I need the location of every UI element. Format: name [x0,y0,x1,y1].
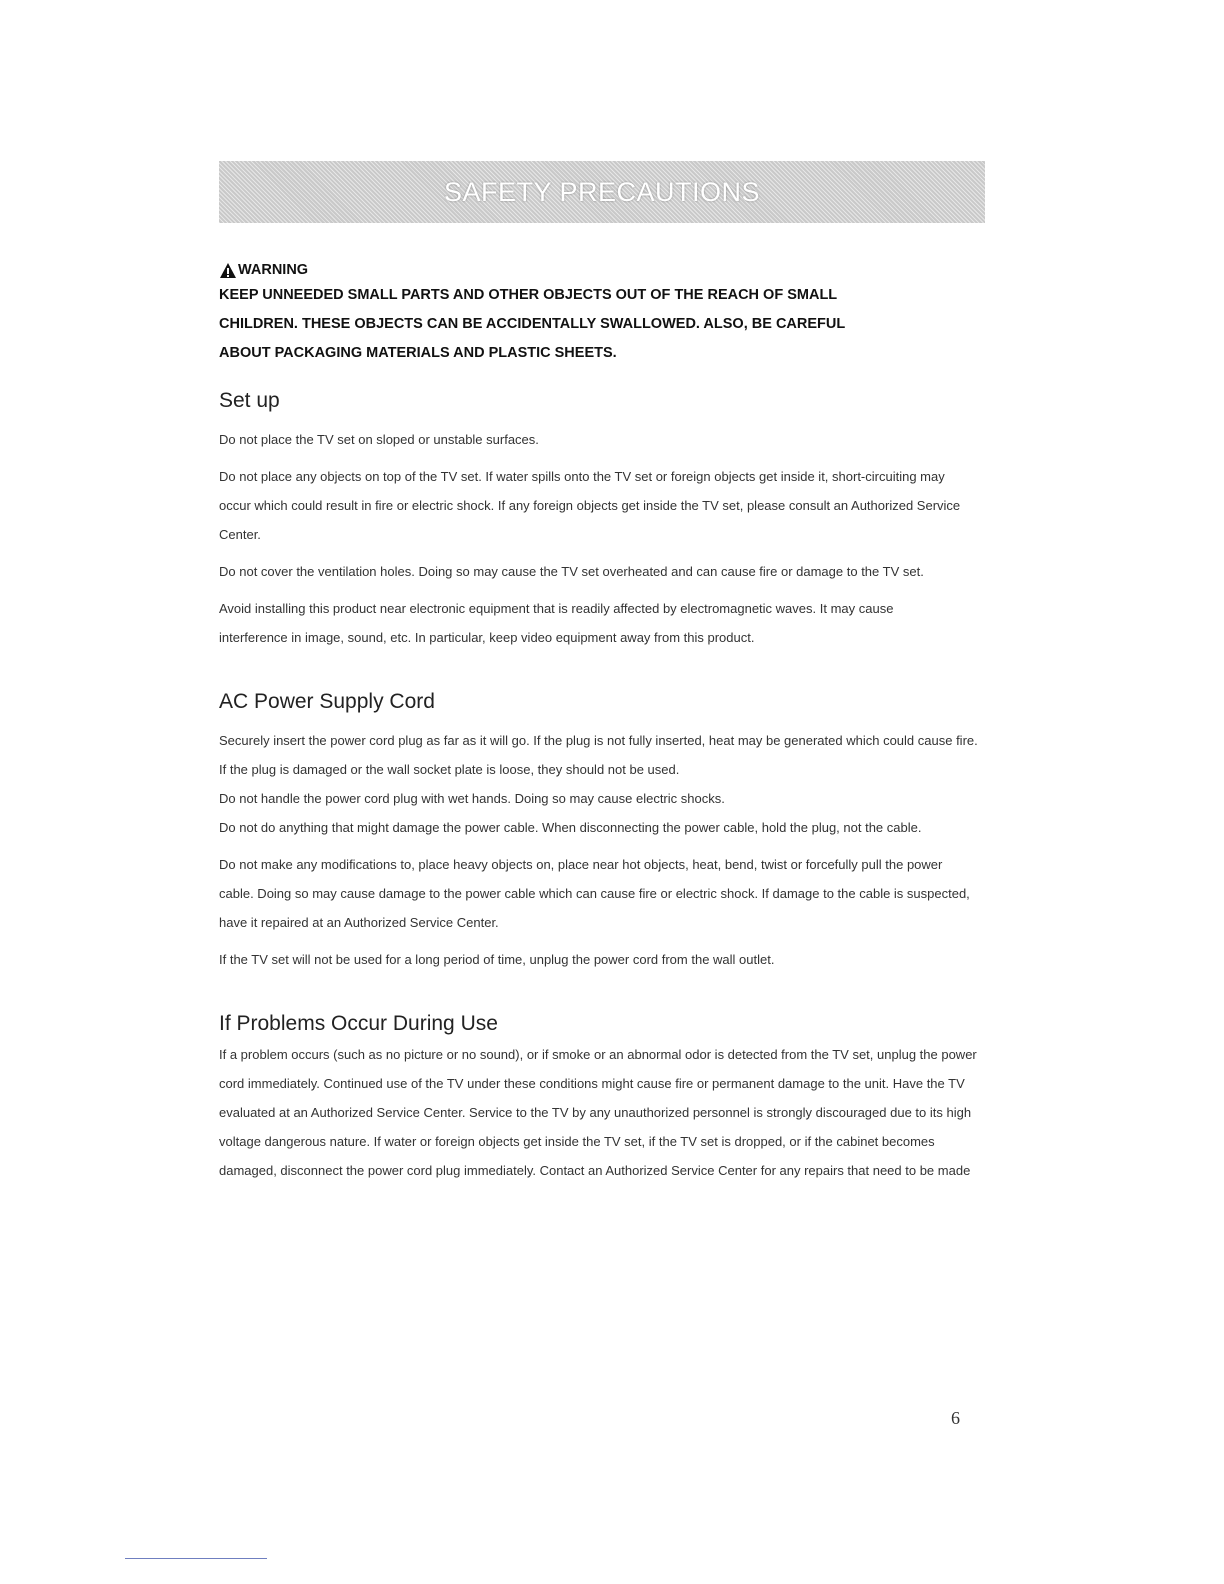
section-heading-problems: If Problems Occur During Use [219,1012,498,1035]
power-paragraph-1: Securely insert the power cord plug as far as it will go. If the plug is not fully inserted, heat may be generated which could cause fire. If the plug is damaged or the wall socket plate is loose, they should not be used. [219,733,978,777]
power-paragraph-5: If the TV set will not be used for a long period of time, unplug the power cord from the wall outlet. [219,952,775,967]
power-paragraph-2: Do not handle the power cord plug with wet hands. Doing so may cause electric shocks. [219,791,725,806]
section-heading-setup: Set up [219,389,280,412]
warning-line-2: CHILDREN. THESE OBJECTS CAN BE ACCIDENTALLY SWALLOWED. ALSO, BE CAREFUL [219,316,846,332]
setup-paragraph-1: Do not place the TV set on sloped or unstable surfaces. [219,432,539,447]
setup-paragraph-3: Do not cover the ventilation holes. Doing so may cause the TV set overheated and can cause fire or damage to the TV set. [219,564,924,579]
warning-text [219,281,979,368]
section-banner [219,161,985,223]
power-paragraph-4: Do not make any modifications to, place heavy objects on, place near hot objects, heat, bend, twist or forcefully pull the power cable. Doing so may cause damage to the power cable which can cause fire or electric shock. If damage to the cable is suspected, have it repaired at an Authorized Service Center. [219,857,970,930]
section-heading-power: AC Power Supply Cord [219,690,435,713]
page-number: 6 [951,1408,960,1428]
problems-paragraph-1: If a problem occurs (such as no picture or no sound), or if smoke or an abnormal odor is detected from the TV set, unplug the power cord immediately. Continued use of the TV under these conditions might cause fire or permanent damage to the unit. Have the TV evaluated at an Authorized Service Center. Service to the TV by any unauthorized personnel is strongly discouraged due to its high voltage dangerous nature. If water or foreign objects get inside the TV set, if the TV set is dropped, or if the cabinet becomes damaged, disconnect the power cord plug immediately. Contact an Authorized Service Center for any repairs that need to be made [219,1047,977,1178]
footnote-divider [125,1558,267,1559]
warning-line-3: ABOUT PACKAGING MATERIALS AND PLASTIC SHEETS. [219,345,617,361]
warning-header [219,257,308,279]
warning-line-1: KEEP UNNEEDED SMALL PARTS AND OTHER OBJECTS OUT OF THE REACH OF SMALL [219,287,838,303]
setup-paragraph-4: Avoid installing this product near electronic equipment that is readily affected by electromagnetic waves. It may cause interference in image, sound, etc. In particular, keep video equipment away from this product. [219,601,894,645]
power-paragraph-3: Do not do anything that might damage the power cable. When disconnecting the power cable, hold the plug, not the cable. [219,820,922,835]
warning-label: WARNING [238,262,309,278]
warning-triangle-icon [219,262,237,279]
setup-paragraph-2: Do not place any objects on top of the TV set. If water spills onto the TV set or foreign objects get inside it, short-circuiting may occur which could result in fire or electric shock. If any foreign objects get inside the TV set, please consult an Authorized Service Center. [219,469,961,542]
banner-title: SAFETY PRECAUTIONS [443,176,761,207]
